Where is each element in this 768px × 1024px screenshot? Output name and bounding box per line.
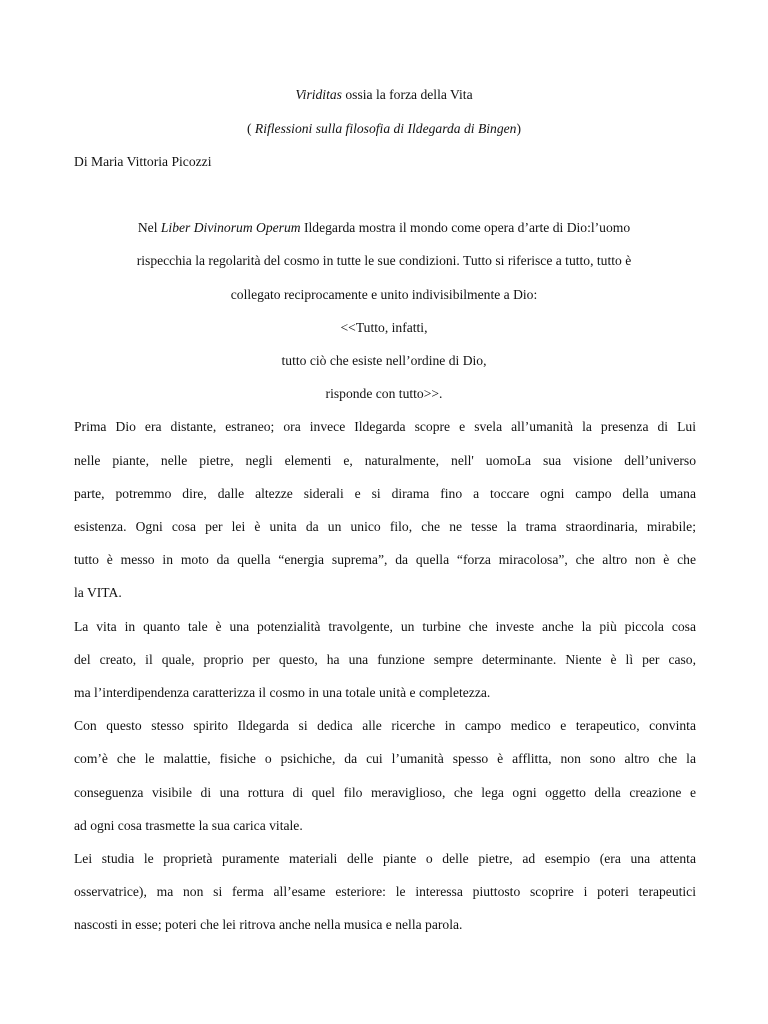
paragraph-3-line-4: ad ogni cosa trasmette la sua carica vitale. xyxy=(74,818,303,833)
paragraph-1-line-3: parte, potremmo dire, dalle altezze siderali e si dirama fino a toccare ogni campo della umana xyxy=(74,486,696,501)
quote-line-3: risponde con tutto>>. xyxy=(325,386,443,401)
quote-line-2: tutto ciò che esiste nell’ordine di Dio, xyxy=(281,353,487,368)
document-subtitle xyxy=(0,120,768,138)
intro-line-1 xyxy=(0,219,768,237)
paragraph-3-line-1: Con questo stesso spirito Ildegarda si dedica alle ricerche in campo medico e terapeutico, convinta xyxy=(74,718,696,733)
subtitle-open: ( xyxy=(246,121,255,136)
title-rest: ossia la forza della Vita xyxy=(341,87,473,102)
paragraph-3-line-3: conseguenza visibile di una rottura di quel filo meraviglioso, che lega ogni oggetto della creazione e xyxy=(74,785,696,800)
document-title xyxy=(0,86,768,104)
author-line: Di Maria Vittoria Picozzi xyxy=(74,154,212,169)
intro-line-1-pre: Nel xyxy=(137,220,161,235)
paragraph-4-line-2: osservatrice), ma non si ferma all’esame esteriore: le interessa piuttosto scoprire i poteri terapeutici xyxy=(74,884,696,899)
subtitle-close: ) xyxy=(516,121,521,136)
paragraph-3-line-2: com’è che le malattie, fisiche o psichiche, da cui l’umanità spesso è afflitta, non sono altro che la xyxy=(74,751,696,766)
paragraph-1-line-6: la VITA. xyxy=(74,585,122,600)
paragraph-2-line-1: La vita in quanto tale è una potenzialità travolgente, un turbine che investe anche la più piccola cosa xyxy=(74,619,696,634)
paragraph-4-line-1: Lei studia le proprietà puramente materiali delle piante o delle pietre, ad esempio (era una attenta xyxy=(74,851,696,866)
intro-line-3: collegato reciprocamente e unito indivisibilmente a Dio: xyxy=(230,287,538,302)
paragraph-4-line-3: nascosti in esse; poteri che lei ritrova anche nella musica e nella parola. xyxy=(74,917,463,932)
intro-line-2: rispecchia la regolarità del cosmo in tutte le sue condizioni. Tutto si riferisce a tutto, tutto è xyxy=(136,253,632,268)
paragraph-2-line-3: ma l’interdipendenza caratterizza il cosmo in una totale unità e completezza. xyxy=(74,685,491,700)
paragraph-2-line-2: del creato, il quale, proprio per questo, ha una funzione sempre determinante. Niente è lì per caso, xyxy=(74,652,696,667)
title-italic: Viriditas xyxy=(295,87,342,102)
paragraph-1-line-4: esistenza. Ogni cosa per lei è unita da un unico filo, che ne tesse la trama straordinaria, mirabile; xyxy=(74,519,696,534)
quote-line-1: <<Tutto, infatti, xyxy=(340,320,428,335)
paragraph-1-line-1: Prima Dio era distante, estraneo; ora invece Ildegarda scopre e svela all’umanità la presenza di Lui xyxy=(74,419,696,434)
paragraph-1-line-2: nelle piante, nelle pietre, negli elementi e, naturalmente, nell' uomoLa sua visione dell’universo xyxy=(74,453,696,468)
intro-book-title: Liber Divinorum Operum xyxy=(160,220,301,235)
paragraph-1-line-5: tutto è messo in moto da quella “energia suprema”, da quella “forza miracolosa”, che altro non è che xyxy=(74,552,696,567)
subtitle-italic: Riflessioni sulla filosofia di Ildegarda di Bingen xyxy=(254,121,517,136)
intro-line-1-post: Ildegarda mostra il mondo come opera d’arte di Dio:l’uomo xyxy=(300,220,631,235)
